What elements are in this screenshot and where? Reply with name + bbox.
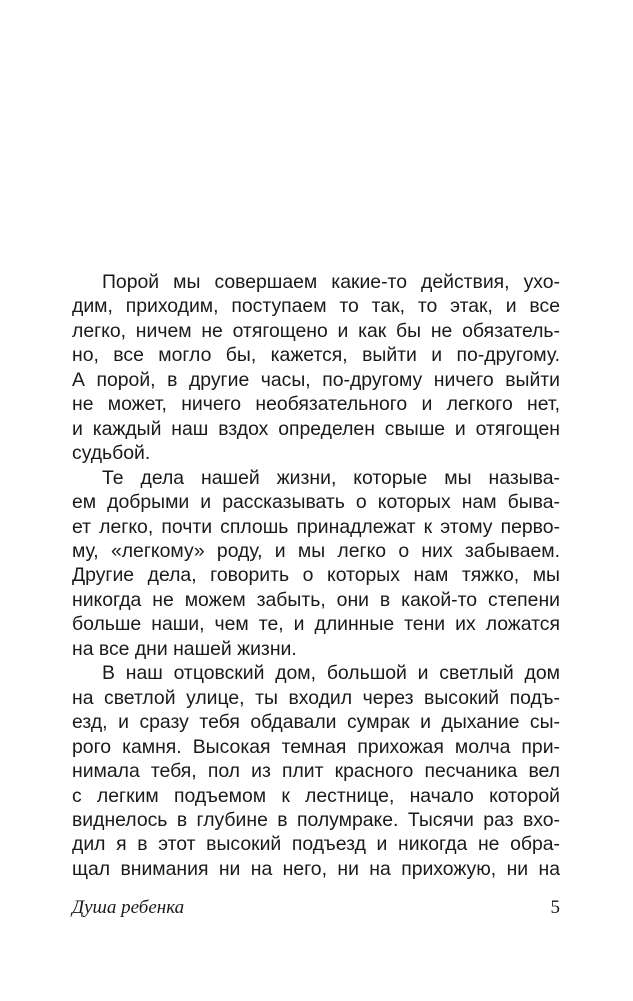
- text-line: рого камня. Высокая темная прихожая молча при-: [72, 735, 560, 758]
- text-line: нимала тебя, пол из плит красного песчаника вел: [72, 760, 560, 783]
- text-line: дим, приходим, поступаем то так, то этак, и все: [72, 295, 560, 318]
- paragraph-2: [72, 466, 560, 662]
- text-line: дил я в этот высокий подъезд и никогда не обра-: [72, 833, 560, 856]
- text-line: легко, ничем не отягощено и как бы не обязатель-: [72, 319, 560, 342]
- text-line: ет легко, почти сплошь принадлежат к этому перво-: [72, 515, 560, 538]
- text-line: на все дни нашей жизни.: [72, 637, 297, 660]
- text-line: на светлой улице, ты входил через высокий подъ-: [72, 686, 560, 709]
- text-line: езд, и сразу тебя обдавали сумрак и дыхание сы-: [72, 711, 560, 734]
- text-line: Порой мы совершаем какие-то действия, ухо-: [102, 271, 560, 293]
- text-line: с легким подъемом к лестнице, начало которой: [72, 784, 560, 807]
- text-line: виднелось в глубине в полумраке. Тысячи раз вхо-: [72, 808, 560, 831]
- text-line: ем добрыми и рассказывать о которых нам быва-: [72, 491, 560, 514]
- text-line: но, все могло бы, кажется, выйти и по-другому.: [72, 344, 560, 367]
- text-line: судьбой.: [72, 442, 151, 465]
- text-line: и каждый наш вздох определен свыше и отягощен: [72, 417, 560, 440]
- text-line: Те дела нашей жизни, которые мы называ-: [102, 466, 560, 489]
- body-text: [72, 270, 560, 881]
- text-line: никогда не можем забыть, они в какой-то степени: [72, 588, 560, 611]
- paragraph-3: [72, 661, 560, 881]
- page-number: 5: [550, 897, 560, 918]
- text-line: А порой, в другие часы, по-другому ничего выйти: [72, 368, 560, 391]
- paragraph-1: [72, 270, 560, 466]
- text-line: Другие дела, говорить о которых нам тяжко, мы: [72, 564, 560, 587]
- text-line: В наш отцовский дом, большой и светлый дом: [102, 662, 560, 685]
- text-line: не может, ничего необязательного и легкого нет,: [72, 393, 560, 416]
- text-line: щал внимания ни на него, ни на прихожую, ни на: [72, 857, 560, 880]
- text-line: больше наши, чем те, и длинные тени их ложатся: [72, 613, 560, 636]
- text-line: му, «легкому» роду, и мы легко о них забываем.: [72, 539, 560, 562]
- page-footer: [72, 895, 560, 921]
- running-title: Душа ребенка: [72, 897, 185, 918]
